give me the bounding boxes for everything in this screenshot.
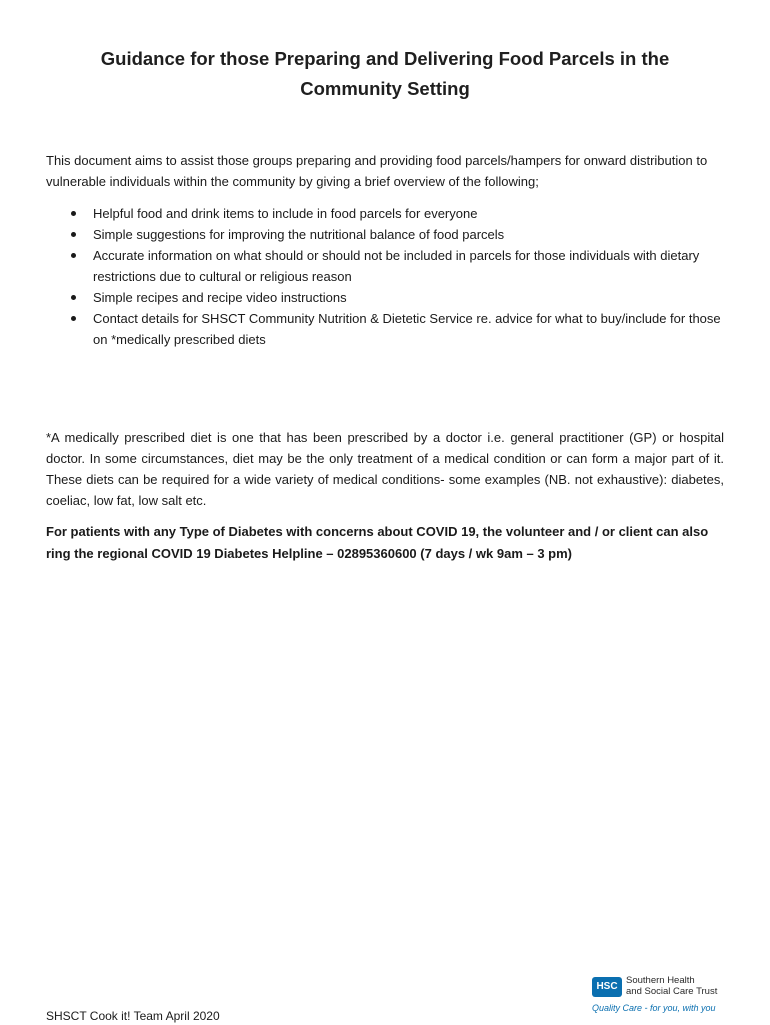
list-item bbox=[46, 287, 726, 308]
footer-credit: SHSCT Cook it! Team April 2020 bbox=[46, 1009, 220, 1023]
list-item bbox=[46, 308, 726, 350]
bullet-icon bbox=[71, 232, 76, 237]
list-item-text: Accurate information on what should or should not be included in parcels for those individuals with dietary restrictions due to cultural or religious reason bbox=[93, 248, 700, 284]
title-line-2: Community Setting bbox=[300, 78, 470, 99]
list-item-text: Helpful food and drink items to include in food parcels for everyone bbox=[93, 206, 478, 221]
bullet-icon bbox=[71, 211, 76, 216]
hsc-logo-icon: HSC bbox=[592, 977, 622, 997]
list-item-text: Contact details for SHSCT Community Nutrition & Dietetic Service re. advice for what to buy/include for those on *medically prescribed diets bbox=[93, 311, 721, 347]
bullet-icon bbox=[71, 253, 76, 258]
bullet-icon bbox=[71, 316, 76, 321]
hsc-trust-logo bbox=[592, 975, 732, 1017]
logo-org-line-1: Southern Health bbox=[626, 975, 695, 986]
list-item-text: Simple suggestions for improving the nutritional balance of food parcels bbox=[93, 227, 505, 242]
logo-organisation-name bbox=[626, 975, 717, 997]
list-item bbox=[46, 203, 726, 224]
title-line-1: Guidance for those Preparing and Delivering Food Parcels in the bbox=[100, 48, 670, 69]
list-item-text: Simple recipes and recipe video instructions bbox=[93, 290, 347, 305]
list-item bbox=[46, 224, 726, 245]
logo-org-line-2: and Social Care Trust bbox=[626, 986, 718, 997]
bullet-icon bbox=[71, 295, 76, 300]
overview-list bbox=[46, 203, 726, 350]
page-title bbox=[60, 44, 710, 104]
intro-paragraph: This document aims to assist those groups preparing and providing food parcels/hampers for onward distribution to vulnerable individuals within the community by giving a brief overview of the following; bbox=[46, 153, 708, 189]
logo-tagline: Quality Care - for you, with you bbox=[592, 1003, 716, 1013]
diabetes-helpline-notice: For patients with any Type of Diabetes with concerns about COVID 19, the volunteer and / or client can also ring the regional COVID 19 Diabetes Helpline – 02895360600 (7 days / wk 9am – 3 pm) bbox=[46, 524, 709, 561]
list-item bbox=[46, 245, 726, 287]
medical-diet-note: *A medically prescribed diet is one that has been prescribed by a doctor i.e. general practitioner (GP) or hospital doctor. In some circumstances, diet may be the only treatment of a medical condition or can form a major part of it. These diets can be required for a wide variety of medical conditions- some examples (NB. not exhaustive): diabetes, coeliac, low fat, low salt etc. bbox=[46, 430, 724, 508]
